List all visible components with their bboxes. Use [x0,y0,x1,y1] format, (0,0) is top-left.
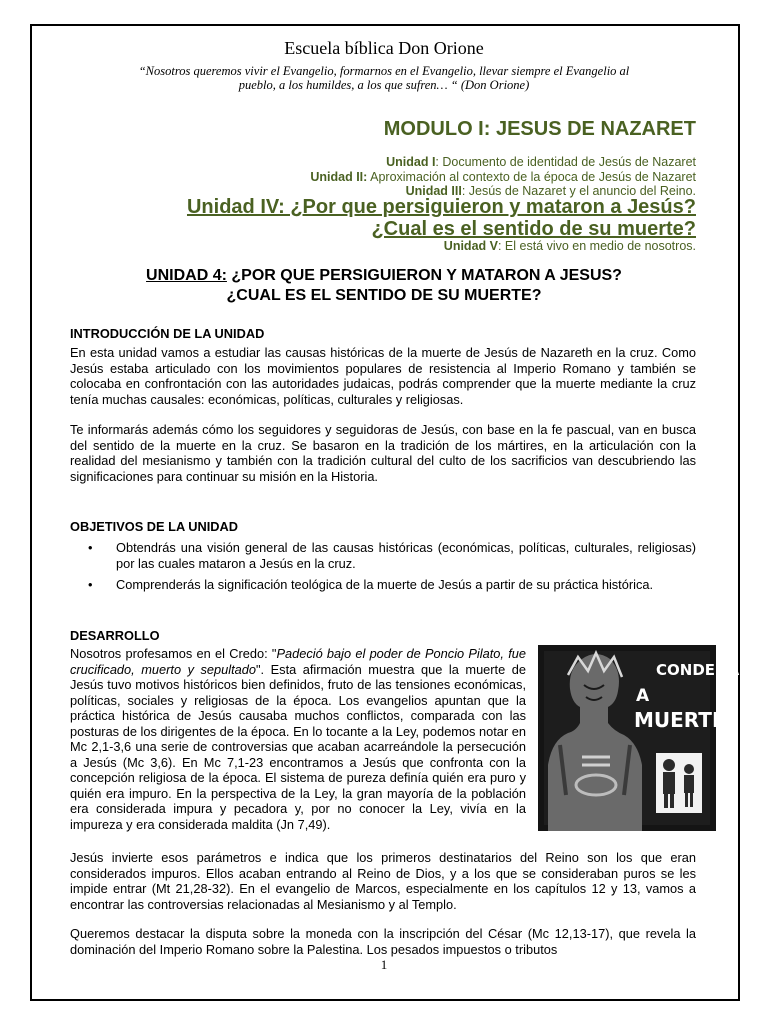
motto-line: “Nosotros queremos vivir el Evangelio, formarnos en el Evangelio, llevar siempre el Evangelio al [138,64,630,78]
development-paragraph: Jesús invierte esos parámetros e indica que los primeros destinatarios del Reino son los que eran considerados impuros. Ellos acaban entrando al Reino de Dios, y a los que se consideraban puros se les impide entrar (Mt 21,28-32). En el evangelio de Marcos, especialmente en los capítulos 12 y 13, vamos a encontrar las controversias relacionadas al Mesianismo y al Templo. [70,850,696,912]
condenado-a-muerte-illustration [538,645,765,831]
module-title: MODULO I: JESUS DE NAZARET [383,118,696,140]
unit-heading [60,266,708,306]
objectives-heading: OBJETIVOS DE LA UNIDAD [70,519,239,534]
unit-label: Unidad V [443,239,498,253]
unit-heading-label: UNIDAD 4: [146,267,227,284]
poster-line: MUERTE [634,708,726,732]
unit-list [310,155,696,199]
unit-text: : El está vivo en medio de nosotros. [497,239,696,253]
poster-line: A [636,686,650,706]
unit-label: Unidad I [386,155,436,169]
unit-label: Unidad II: [310,169,368,184]
unit-item [444,239,696,253]
motto [100,64,668,92]
unit-text: : Jesús de Nazaret y el anuncio del Reino. [461,184,696,198]
development-paragraph [70,646,526,832]
text-run: Nosotros profesamos en el Credo: " [70,646,277,661]
current-unit-line: Unidad IV: ¿Por que persiguieron y mataron a Jesús? [186,196,696,218]
objectives-list [88,540,696,599]
unit-item [310,155,696,170]
unit-text: Aproximación al contexto de la época de Jesús de Nazaret [367,169,696,184]
unit-label: Unidad III [405,184,462,198]
unit-text: : Documento de identidad de Jesús de Nazaret [435,155,696,169]
text-run: ". Esta afirmación muestra que la muerte de Jesús tuvo motivos históricos bien definidos, fruto de las tensiones económicas, políticas, sociales y religiosas de la época. Los evangelios apuntan que la práctica histórica de Jesús causaba muchos conflictos, comparada con las posturas de los dirigentes de la época. En lo tocante a la Ley, podemos notar en Mc 2,1-3,6 una serie de controversias que acaban acarreándole la persecución a Jesús (Mc 3,6). En Mc 7,1-23 encontramos a Jesús que confronta con la concepción religiosa de la época. El sistema de pureza definía quién era puro y quién era impuro. En la perspectiva de la Ley, la gran mayoría de la población era considerada impura y pecadora y, por no conocer la Ley, vivía en la impureza y era considerada maldita (Jn 7,49). [70,661,526,832]
list-item: • Obtendrás una visión general de las causas históricas (económicas, políticas, culturales, religiosas) por las cuales mataron a Jesús en la cruz. [88,540,696,571]
intro-heading: INTRODUCCIÓN DE LA UNIDAD [70,326,265,341]
current-unit-line: ¿Cual es el sentido de su muerte? [371,218,696,240]
development-heading: DESARROLLO [70,628,160,643]
school-name: Escuela bíblica Don Orione [284,38,484,58]
illustration-art [538,645,765,831]
unit-item [310,170,696,185]
motto-line: pueblo, a los humildes, a los que sufren… “ (Don Orione) [238,78,530,92]
list-item: • Comprenderás la significación teológica de la muerte de Jesús a partir de su práctica histórica. [88,577,696,593]
creed-quote: Padeció bajo el poder de Poncio Pilato, fue crucificado, muerto y sepultado [70,646,526,677]
poster-line: CONDENADO [656,661,765,679]
development-paragraph: Queremos destacar la disputa sobre la moneda con la inscripción del César (Mc 12,13-17), que revela la dominación del Imperio Romano sobre la Palestina. Los pesados impuestos o tributos [70,926,696,957]
page-number: 1 [380,957,388,972]
intro-paragraph: En esta unidad vamos a estudiar las causas históricas de la muerte de Jesús de Nazareth en la cruz. Como Jesús estaba articulado con los movimientos populares de resistencia al Imperio Romano y también se colocaba en confrontación con las autoridades judaicas, podrás comprender que la muerte mediante la cruz tenía muchas causales: económicas, políticas, culturales y religiosas. [70,345,696,407]
intro-paragraph: Te informarás además cómo los seguidores y seguidoras de Jesús, con base en la fe pascual, van en busca del sentido de la muerte en la cruz. Se basaron en la tradición de los mártires, en la articulación con la realidad del mesianismo y también con la tradición cultural del culto de los sacrificios van descubriendo las significaciones para continuar su misión en la Historia. [70,422,696,484]
unit-heading-text: ¿POR QUE PERSIGUIERON Y MATARON A JESUS? [226,267,622,284]
current-unit-title [187,196,696,240]
unit-heading-text: ¿CUAL ES EL SENTIDO DE SU MUERTE? [226,287,542,304]
